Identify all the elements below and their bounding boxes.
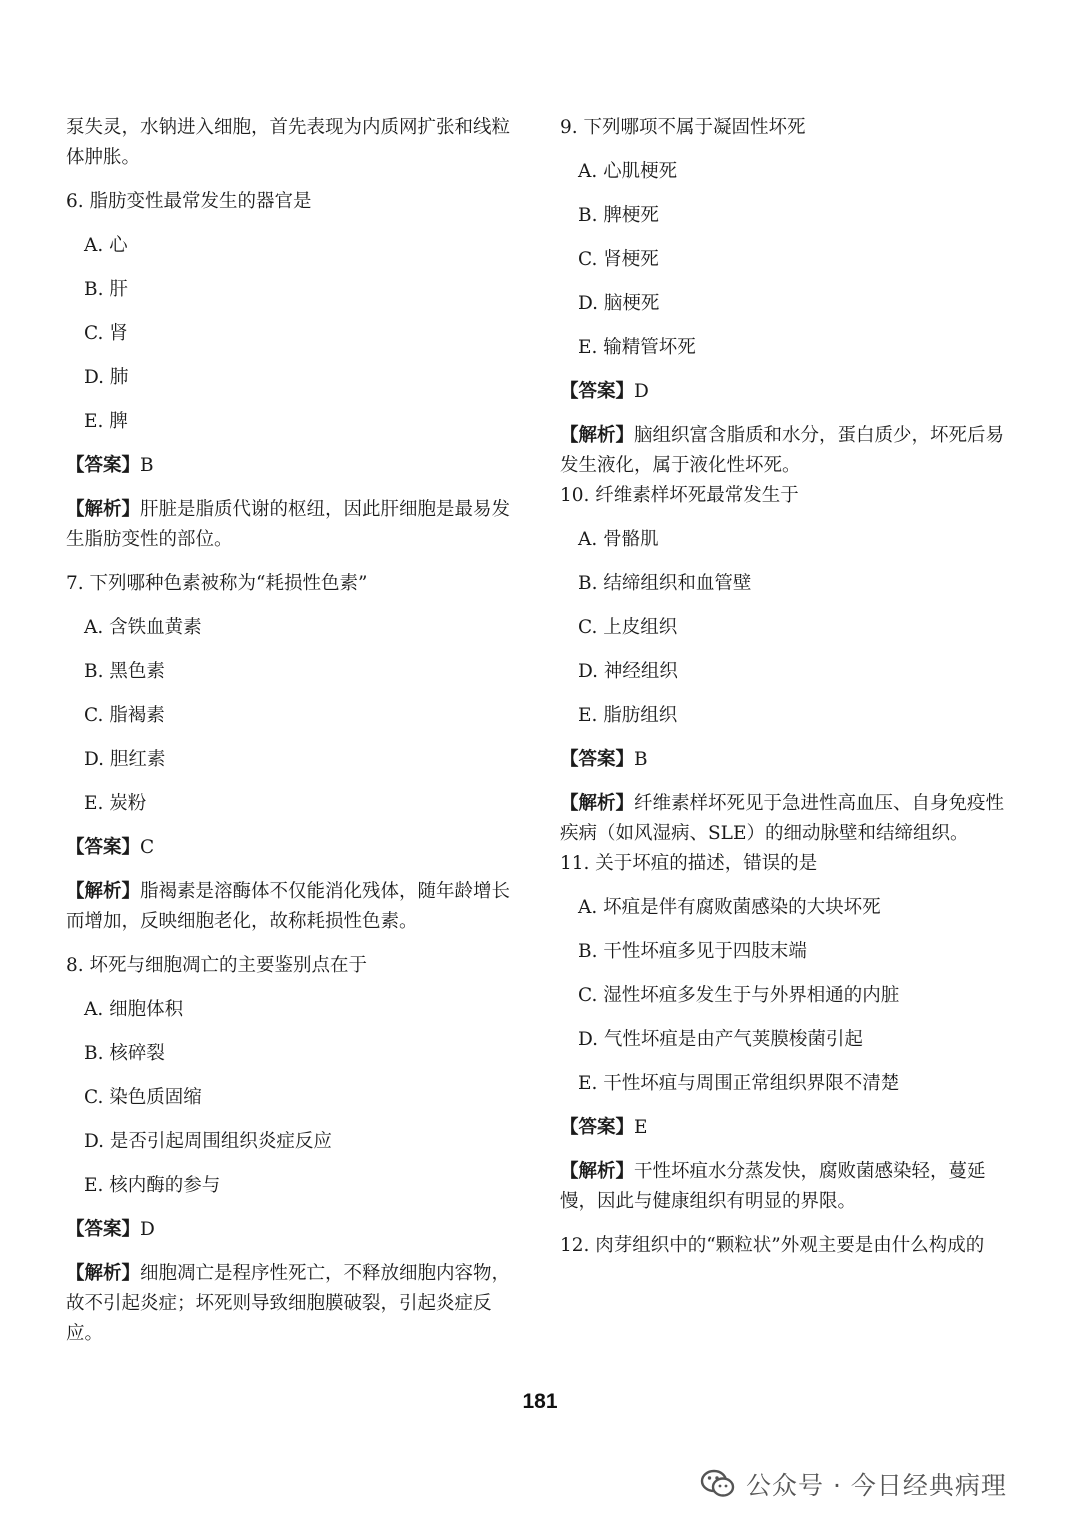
- option-e: E. 炭粉: [84, 793, 147, 814]
- option-b: B. 肝: [84, 279, 128, 300]
- explanation-text: 细胞凋亡是程序性死亡，不释放细胞内容物，故不引起炎症；坏死则导致细胞膜破裂，引起炎症反应。: [66, 1263, 511, 1344]
- explanation-line: [560, 1157, 1010, 1217]
- option-c: C. 肾: [84, 323, 128, 344]
- answer-value: B: [140, 455, 154, 476]
- right-question-list: [560, 113, 1010, 1217]
- option-b: B. 核碎裂: [84, 1043, 165, 1064]
- option-c: C. 染色质固缩: [84, 1087, 202, 1108]
- option-d: D. 肺: [84, 367, 129, 388]
- question-8: [66, 951, 516, 1349]
- explanation-line: [560, 421, 1010, 481]
- explanation-line: [66, 877, 516, 937]
- answer-value: D: [140, 1219, 155, 1240]
- watermark-text: 公众号 · 今日经典病理: [746, 1471, 1007, 1500]
- question-stem: 8. 坏死与细胞凋亡的主要鉴别点在于: [66, 955, 368, 976]
- question-stem: 7. 下列哪种色素被称为“耗损性色素”: [66, 573, 368, 594]
- option-a: A. 含铁血黄素: [84, 617, 202, 638]
- explanation-label: 【解析】: [66, 1263, 141, 1284]
- answer-label: 【答案】: [560, 381, 635, 402]
- answer-line: [560, 745, 1010, 775]
- answer-label: 【答案】: [66, 455, 141, 476]
- explanation-text: 脑组织富含脂质和水分，蛋白质少，坏死后易发生液化，属于液化性坏死。: [560, 425, 1005, 476]
- option-b: B. 结缔组织和血管壁: [578, 573, 752, 594]
- question-stem: 10. 纤维素样坏死最常发生于: [560, 485, 799, 506]
- option-d: D. 胆红素: [84, 749, 166, 770]
- explanation-text: 肝脏是脂质代谢的枢纽，因此肝细胞是最易发生脂肪变性的部位。: [66, 499, 511, 550]
- question-12-stem: 12. 肉芽组织中的“颗粒状”外观主要是由什么构成的: [560, 1235, 985, 1256]
- answer-line: [560, 377, 1010, 407]
- option-d: D. 是否引起周围组织炎症反应: [84, 1131, 332, 1152]
- answer-label: 【答案】: [560, 1117, 635, 1138]
- option-e: E. 脾: [84, 411, 128, 432]
- option-d: D. 气性坏疽是由产气荚膜梭菌引起: [578, 1029, 863, 1050]
- option-a: A. 心: [84, 235, 128, 256]
- explanation-label: 【解析】: [560, 425, 635, 446]
- option-e: E. 脂肪组织: [578, 705, 678, 726]
- question-10: [560, 481, 1010, 849]
- option-c: C. 湿性坏疽多发生于与外界相通的内脏: [578, 985, 900, 1006]
- option-d: D. 脑梗死: [578, 293, 660, 314]
- option-b: B. 干性坏疽多见于四肢末端: [578, 941, 807, 962]
- explanation-text: 脂褐素是溶酶体不仅能消化残体，随年龄增长而增加，反映细胞老化，故称耗损性色素。: [66, 881, 511, 932]
- answer-value: E: [634, 1117, 648, 1138]
- right-column: [560, 113, 1010, 1261]
- explanation-label: 【解析】: [560, 793, 635, 814]
- watermark: [700, 1466, 1007, 1502]
- question-6: [66, 187, 516, 555]
- question-stem: 6. 脂肪变性最常发生的器官是: [66, 191, 312, 212]
- option-c: C. 脂褐素: [84, 705, 165, 726]
- left-question-list: [66, 187, 516, 1349]
- answer-line: [66, 833, 516, 863]
- answer-value: D: [634, 381, 649, 402]
- answer-value: B: [634, 749, 648, 770]
- option-a: A. 细胞体积: [84, 999, 184, 1020]
- option-d: D. 神经组织: [578, 661, 678, 682]
- explanation-label: 【解析】: [66, 881, 141, 902]
- answer-label: 【答案】: [66, 1219, 141, 1240]
- left-column: [66, 113, 516, 1349]
- explanation-line: [560, 789, 1010, 849]
- explanation-label: 【解析】: [560, 1161, 635, 1182]
- continued-explanation: 泵失灵，水钠进入细胞，首先表现为内质网扩张和线粒体肿胀。: [66, 117, 511, 168]
- explanation-text: 纤维素样坏死见于急进性高血压、自身免疫性疾病（如风湿病、SLE）的细动脉壁和结缔组织。: [560, 793, 1005, 844]
- page-number: 181: [522, 1390, 558, 1413]
- option-e: E. 核内酶的参与: [84, 1175, 221, 1196]
- answer-label: 【答案】: [66, 837, 141, 858]
- answer-line: [66, 1215, 516, 1245]
- question-stem: 11. 关于坏疽的描述，错误的是: [560, 853, 818, 874]
- explanation-line: [66, 1259, 516, 1349]
- explanation-text: 干性坏疽水分蒸发快，腐败菌感染轻，蔓延慢，因此与健康组织有明显的界限。: [560, 1161, 986, 1212]
- option-a: A. 心肌梗死: [578, 161, 678, 182]
- question-7: [66, 569, 516, 937]
- answer-value: C: [140, 837, 155, 858]
- answer-line: [560, 1113, 1010, 1143]
- option-e: E. 输精管坏死: [578, 337, 696, 358]
- option-e: E. 干性坏疽与周围正常组织界限不清楚: [578, 1073, 900, 1094]
- option-a: A. 坏疽是伴有腐败菌感染的大块坏死: [578, 897, 881, 918]
- question-9: [560, 113, 1010, 481]
- answer-label: 【答案】: [560, 749, 635, 770]
- explanation-line: [66, 495, 516, 555]
- wechat-icon: [700, 1468, 736, 1500]
- option-b: B. 黑色素: [84, 661, 165, 682]
- question-stem: 9. 下列哪项不属于凝固性坏死: [560, 117, 806, 138]
- option-c: C. 肾梗死: [578, 249, 659, 270]
- answer-line: [66, 451, 516, 481]
- option-a: A. 骨骼肌: [578, 529, 659, 550]
- question-11: [560, 849, 1010, 1217]
- explanation-label: 【解析】: [66, 499, 141, 520]
- option-b: B. 脾梗死: [578, 205, 659, 226]
- option-c: C. 上皮组织: [578, 617, 678, 638]
